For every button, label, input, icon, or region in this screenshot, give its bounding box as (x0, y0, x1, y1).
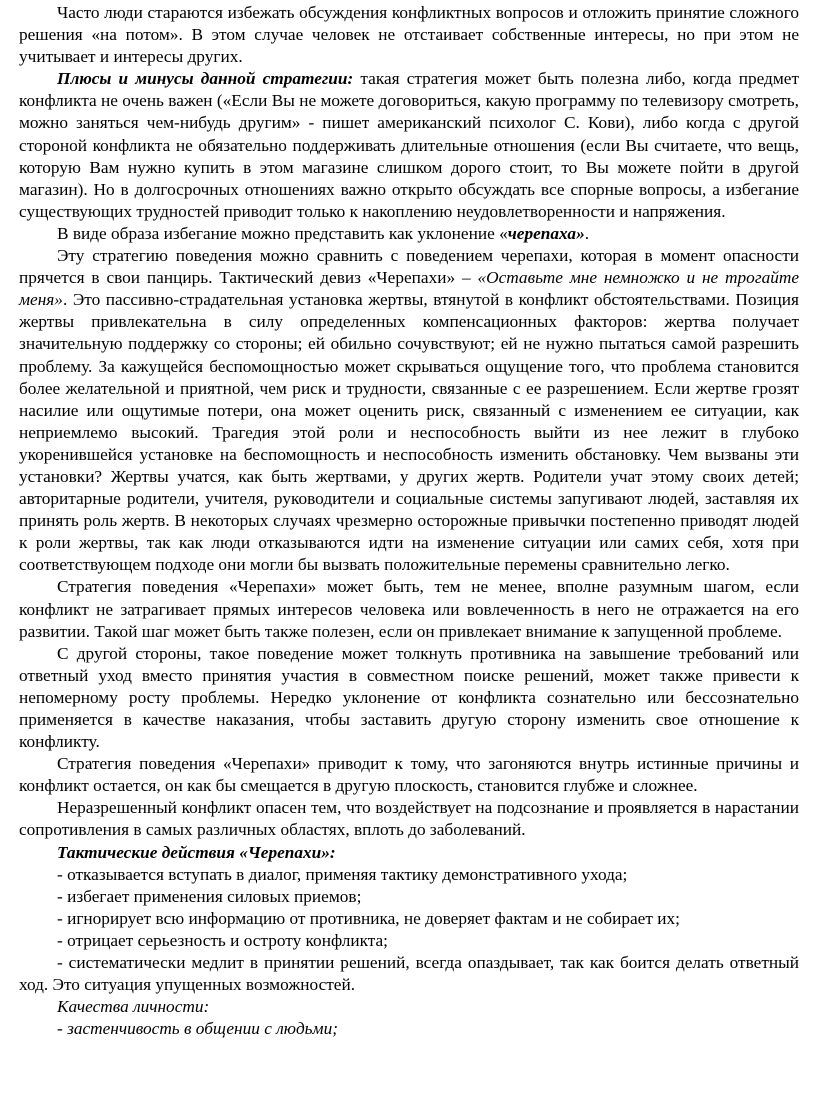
tactics-item: - избегает применения силовых приемов; (57, 886, 362, 906)
tactics-heading: Тактические действия «Черепахи»: (57, 842, 336, 862)
paragraph-pros-cons (19, 68, 799, 223)
paragraph-consequences: Стратегия поведения «Черепахи» приводит к тому, что загоняются внутрь истинные причины и конфликт остается, он как бы смещается в другую плоскость, становится глубже и сложнее. (19, 754, 799, 796)
tactics-item: - отрицает серьезность и остроту конфликта; (57, 930, 388, 950)
paragraph-turtle-behavior (19, 245, 799, 576)
turtle-motto: «Оставьте мне немножко и не трогайте меня» (19, 268, 799, 310)
paragraph-turtle-image (19, 223, 799, 245)
turtle-image-end: . (584, 223, 590, 243)
tactics-item: - игнорирует всю информацию от противника, не доверяет фактам и не собирает их; (57, 908, 680, 928)
pros-cons-heading: Плюсы и минусы данной стратегии: (57, 69, 354, 89)
paragraph-other-side: С другой стороны, такое поведение может толкнуть противника на завышение требований или ответный уход вместо принятия участия в совместном поиске решений, может также привести к непомерному росту проблемы. Нередко уклонение от конфликта сознательно или бессознательно применяется в качестве наказания, чтобы заставить другую сторону изменить свое отношение к конфликту. (19, 643, 799, 752)
paragraph-reasonable-step: Стратегия поведения «Черепахи» может быть, тем не менее, вполне разумным шагом, если конфликт не затрагивает прямых интересов человека или вовлеченность в него не отражается на его развитии. Такой шаг может быть также полезен, если он привлекает внимание к запущенной проблеме. (19, 577, 799, 641)
turtle-behavior-text-a: Эту стратегию поведения можно сравнить с поведением черепахи, которая в момент опасности прячется в свои панцирь. Тактический девиз «Черепахи» – (19, 246, 799, 288)
turtle-term: черепаха» (507, 223, 585, 243)
tactics-item: - отказывается вступать в диалог, применяя тактику демонстративного ухода; (57, 864, 628, 884)
tactics-item: - систематически медлит в принятии решений, всегда опаздывает, так как боится делать ответный ход. Это ситуация упущенных возможностей. (19, 953, 799, 995)
turtle-behavior-text-b: . Это пассивно-страдательная установка жертвы, втянутой в конфликт обстоятельствами. Позиция жертвы привлекательна в силу определенных компенсационных факторов: жертва получает значительную поддержку со стороны; ей обильно сочувствуют; ей не нужно пытаться самой разрешить проблему. За кажущейся беспомощностью может скрываться ощущение того, что проблема становится более желательной и приятной, чем риск и трудности, связанные с ее разрешением. Если жертве грозят насилие или ощутимые потери, она может оценить риск, связанный с изменением ее ситуации, как неприемлемо высокий. Трагедия этой роли и неспособность выйти из нее лежит в глубоко укоренившейся установке на беспомощность и неспособность изменить обстановку. Чем вызваны эти установки? Жертвы учатся, как быть жертвами, у других жертв. Родители учат этому своих детей; авторитарные родители, учителя, руководители и социальные системы запугивают людей, заставляя их принять роль жертв. В некоторых случаях чрезмерно осторожные привычки постепенно приводят людей к роли жертвы, так как люди отказываются идти на изменение ситуации или самих себя, хотя при соответствующем подходе они могли бы вызвать положительные перемены сравнительно легко. (19, 290, 799, 575)
pros-cons-text: такая стратегия может быть полезна либо, когда предмет конфликта не очень важен («Если Вы не можете договориться, какую программу по телевизору смотреть, можно заняться чем-нибудь другим» - пишет американский психолог С. Кови), либо когда с другой стороной конфликта не обязательно поддерживать длительные отношения (если Вы считаете, что вещь, которую Вам нужно купить в этом магазине слишком дорого стоит, то Вы можете пойти в другой магазин). Но в долгосрочных отношениях важно открыто обсуждать все спорные вопросы, а избегание существующих трудностей приводит только к накоплению неудовлетворенности и напряжения. (19, 69, 799, 221)
qualities-heading: Качества личности: (57, 997, 210, 1017)
paragraph-unresolved-conflict: Неразрешенный конфликт опасен тем, что воздействует на подсознание и проявляется в нарастании сопротивления в самых различных областях, вплоть до заболеваний. (19, 798, 799, 840)
qualities-item: - застенчивость в общении с людьми; (57, 1019, 338, 1039)
paragraph-intro: Часто люди стараются избежать обсуждения конфликтных вопросов и отложить принятие сложного решения «на потом». В этом случае человек не отстаивает собственные интересы, но при этом не учитывает и интересы других. (19, 3, 799, 67)
turtle-image-text: В виде образа избегание можно представить как уклонение « (57, 223, 508, 243)
